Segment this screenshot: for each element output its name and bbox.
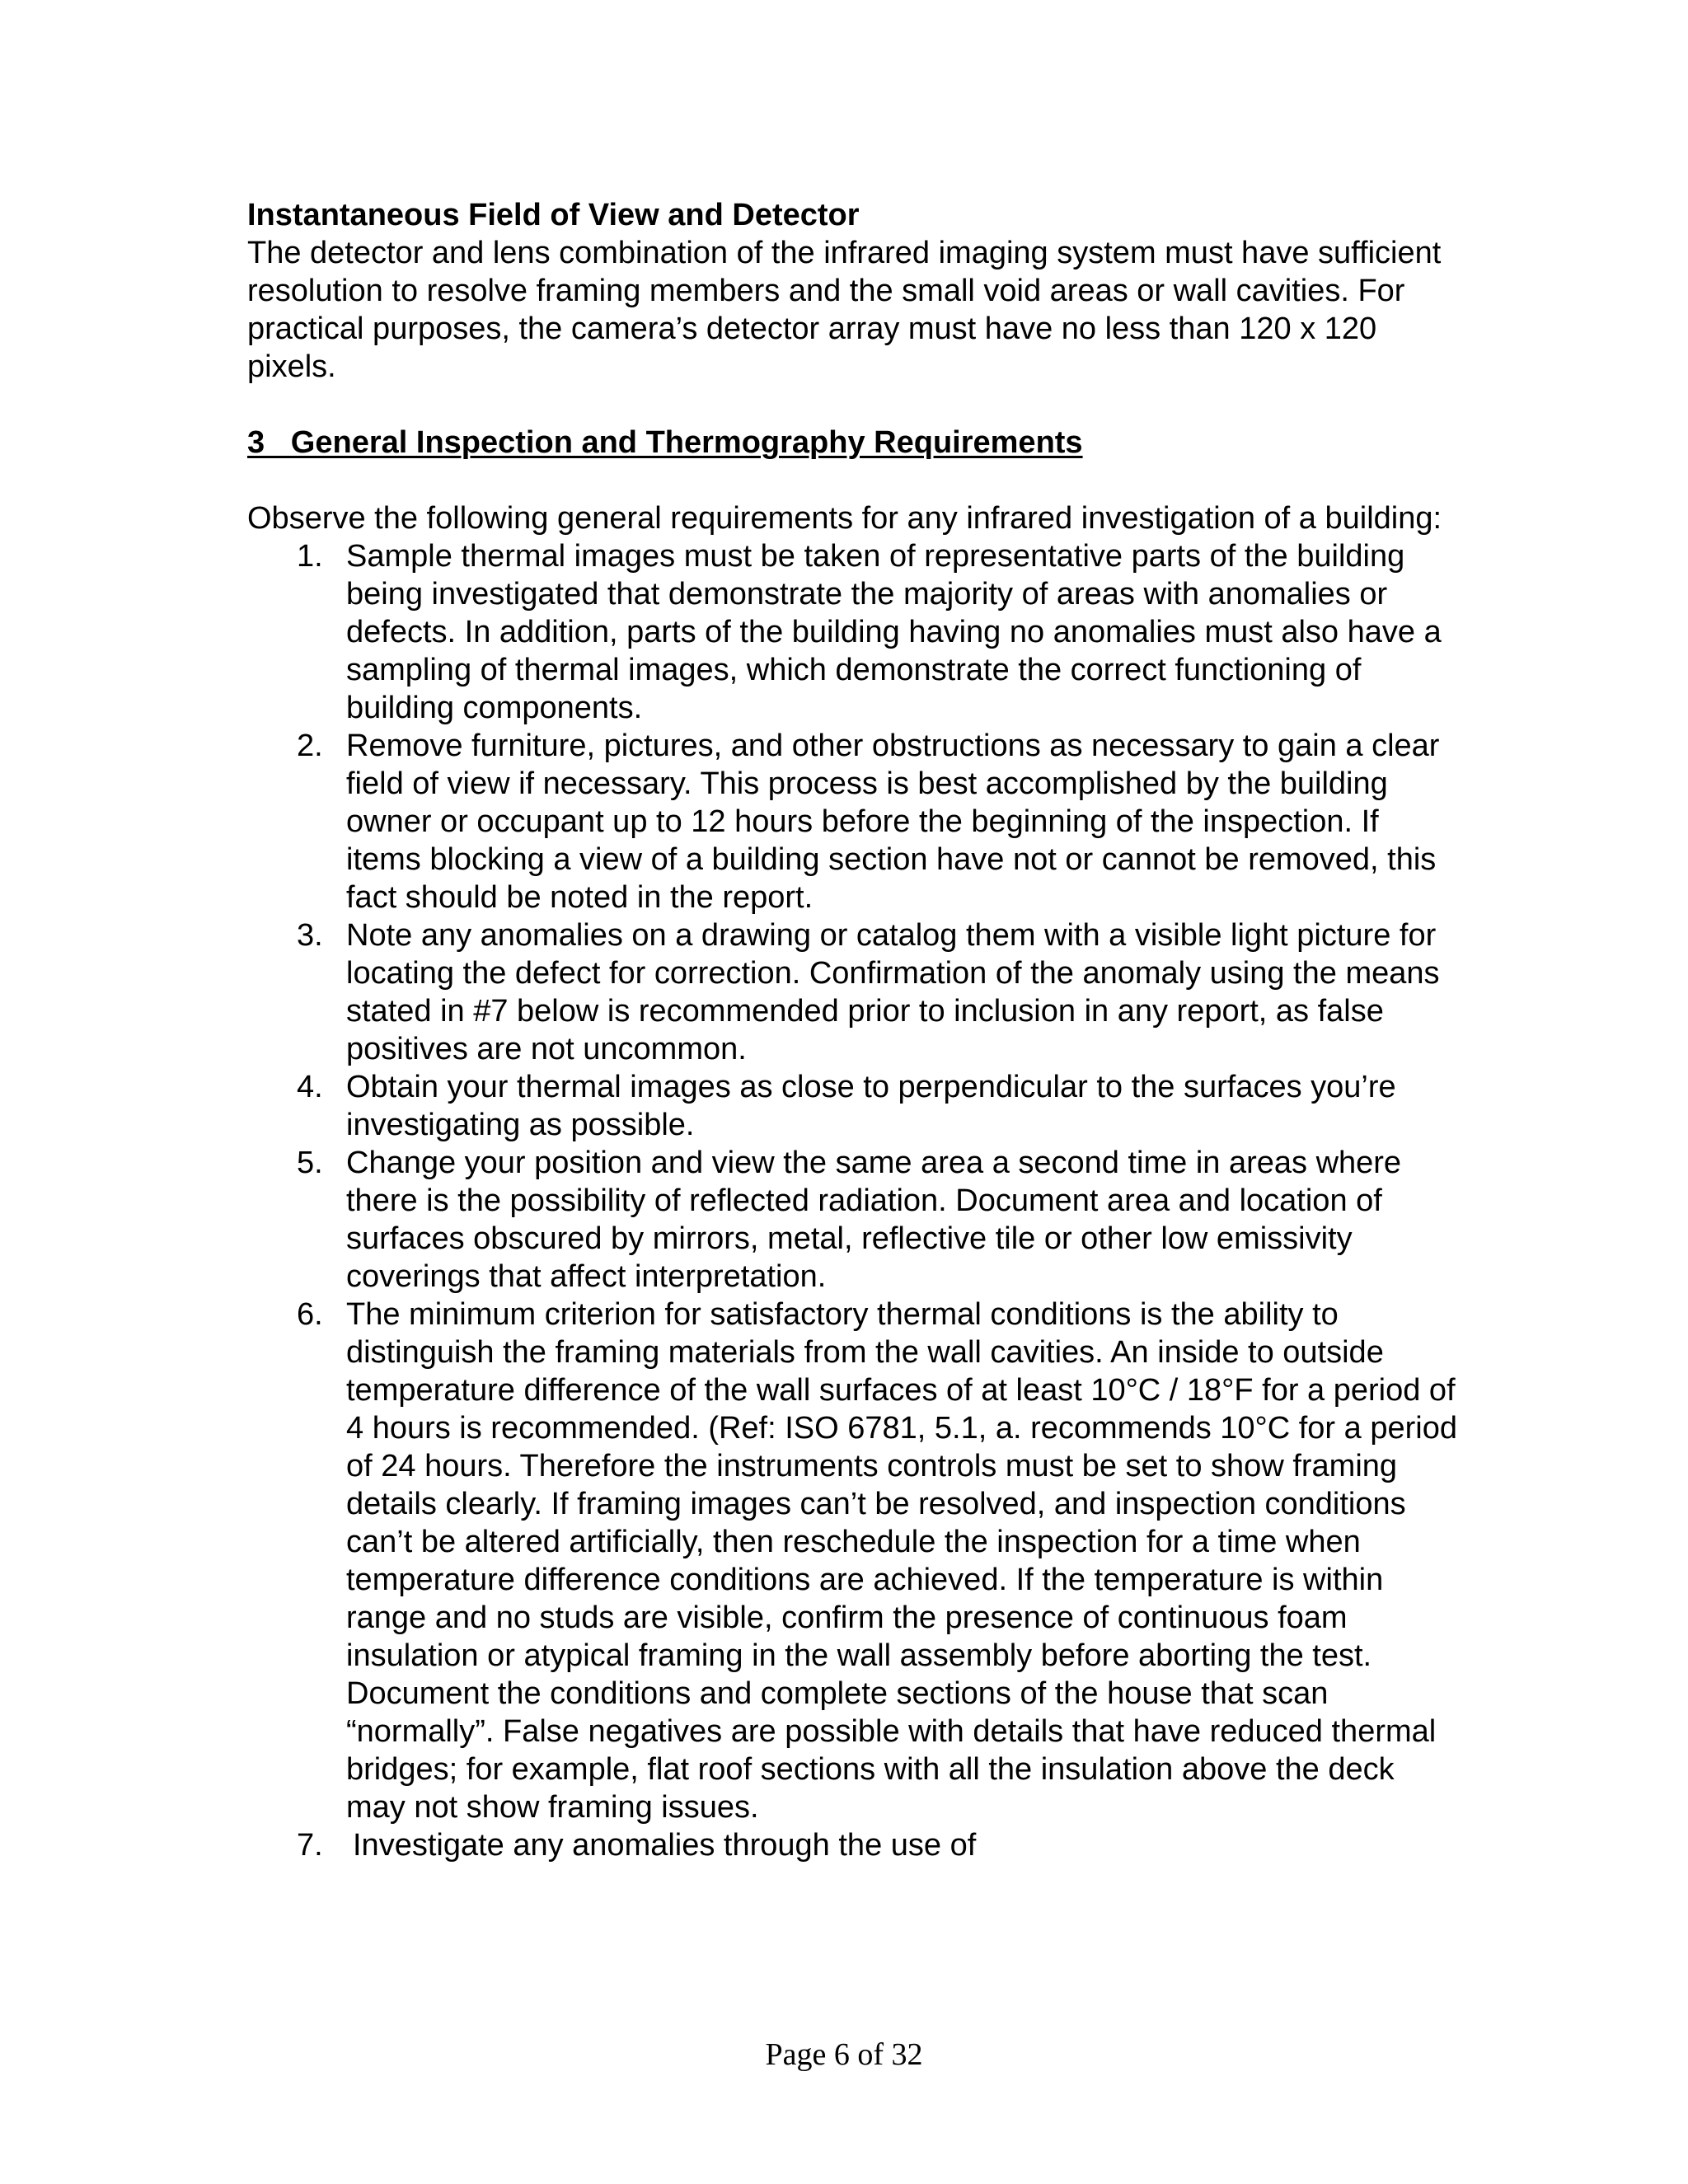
section-3-intro: Observe the following general requirements for any infrared investigation of a building: [247, 501, 1442, 536]
list-item-text: Investigate any anomalies through the use of [353, 1828, 977, 1863]
list-item-number: 7. [297, 1828, 323, 1863]
ifov-heading: Instantaneous Field of View and Detector [247, 198, 860, 232]
list-item [247, 727, 1459, 916]
page-number-footer: Page 6 of 32 [765, 2037, 923, 2072]
list-item-number: 2. [297, 729, 323, 763]
list-item [247, 1826, 1459, 1864]
section-3-title: 3 General Inspection and Thermography Requirements [247, 425, 1083, 460]
list-item-number: 3. [297, 918, 323, 953]
list-item-number: 1. [297, 539, 323, 574]
list-item-number: 5. [297, 1146, 323, 1180]
list-item [247, 1296, 1459, 1826]
list-item-text: The minimum criterion for satisfactory thermal conditions is the ability to distinguish the framing materials from the wall cavities. An inside to outside temperature difference of the wall surfaces of at least 10°C / 18°F for a period of 4 hours is recommended. (Ref: ISO 6781, 5.1, a. recommends 10°C for a period of 24 hours. Therefore the instruments controls must be set to show framing details clearly. If framing images can’t be resolved, and inspection conditions can’t be altered artificially, then reschedule the inspection for a time when temperature difference conditions are achieved. If the temperature is within range and no studs are visible, confirm the presence of continuous foam insulation or atypical framing in the wall assembly before aborting the test. Document the conditions and complete sections of the house that scan “normally”. False negatives are possible with details that have reduced thermal bridges; for example, flat roof sections with all the insulation above the deck may not show framing issues. [346, 1297, 1457, 1825]
list-item-text: Sample thermal images must be taken of representative parts of the building being investigated that demonstrate the majority of areas with anomalies or defects. In addition, parts of the building having no anomalies must also have a sampling of thermal images, which demonstrate the correct functioning of building components. [346, 539, 1442, 725]
list-item-text: Note any anomalies on a drawing or catalog them with a visible light picture for locating the defect for correction. Confirmation of the anomaly using the means stated in #7 below is recommended prior to inclusion in any report, as false positives are not uncommon. [346, 918, 1440, 1066]
list-item [247, 1068, 1459, 1144]
list-item [247, 1144, 1459, 1296]
list-item-text: Obtain your thermal images as close to perpendicular to the surfaces you’re investigating as possible. [346, 1070, 1396, 1142]
list-item [247, 916, 1459, 1068]
list-item-text: Remove furniture, pictures, and other obstructions as necessary to gain a clear field of view if necessary. This process is best accomplished by the building owner or occupant up to 12 hours before the beginning of the inspection. If items blocking a view of a building section have not or cannot be removed, this fact should be noted in the report. [346, 729, 1440, 915]
list-item [247, 537, 1459, 727]
ifov-paragraph: The detector and lens combination of the infrared imaging system must have sufficient resolution to resolve framing members and the small void areas or wall cavities. For practical purposes, the camera’s detector array must have no less than 120 x 120 pixels. [247, 236, 1442, 384]
list-item-text: Change your position and view the same area a second time in areas where there is the possibility of reflected radiation. Document area and location of surfaces obscured by mirrors, metal, reflective tile or other low emissivity coverings that affect interpretation. [346, 1146, 1402, 1294]
page-content [247, 196, 1459, 1864]
requirements-list [247, 537, 1459, 1864]
list-item-number: 6. [297, 1297, 323, 1332]
list-item-number: 4. [297, 1070, 323, 1104]
